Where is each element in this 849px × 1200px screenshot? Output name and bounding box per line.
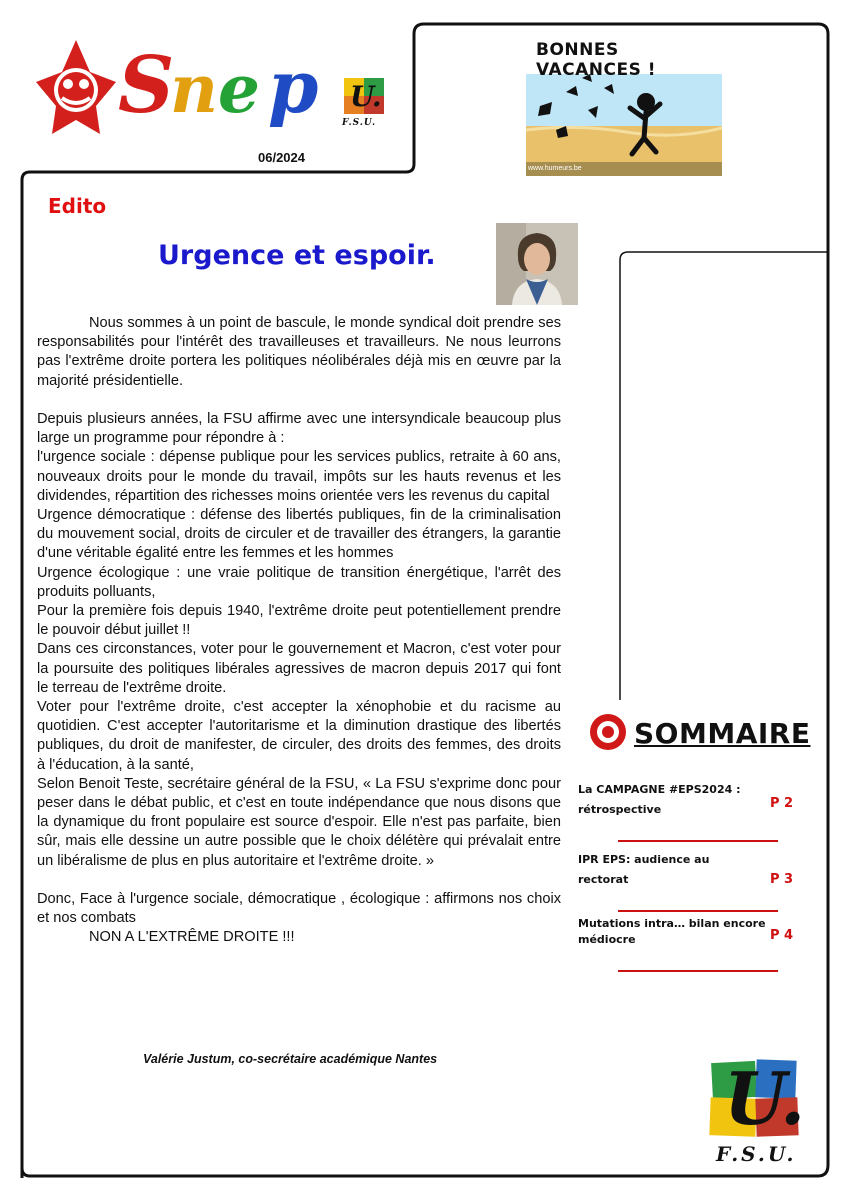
- paragraph: Urgence démocratique : défense des libertés publiques, fin de la criminalisation du mouvement social, droits de circuler et de travailler des étrangers, la garantie d'une véritable égalité entre les femmes et les hommes: [37, 507, 561, 562]
- toc-item-page: P 4: [770, 928, 794, 943]
- svg-text:p: p: [268, 44, 319, 129]
- toc-item[interactable]: [578, 780, 798, 840]
- toc-item-line2: médiocre: [578, 933, 636, 946]
- svg-text:e: e: [218, 50, 260, 128]
- svg-text:S: S: [118, 40, 175, 131]
- paragraph: Nous sommes à un point de bascule, le monde syndical doit prendre ses responsabilités pour l'intérêt des travailleuses et travailleurs. Ne nous leurrons pas l'extrême droite portera les politiques néolibérales déjà mis en œuvre par la majorité présidentielle.: [37, 315, 561, 389]
- paragraph: Pour la première fois depuis 1940, l'extrême droite peut potentiellement prendre le pouvoir début juillet !!: [37, 603, 561, 639]
- cartoon-illustration: [526, 34, 722, 176]
- toc-item-line1: IPR EPS: audience au: [578, 853, 710, 866]
- fsu-label: F.S.U.: [716, 1142, 797, 1166]
- edito-body: [37, 314, 561, 948]
- fsu-logo-small: U. F.S.U.: [338, 78, 390, 134]
- toc-item-line1: Mutations intra… bilan encore: [578, 917, 766, 930]
- paragraph: Voter pour l'extrême droite, c'est accepter la xénophobie et du racisme au quotidien. C'est accepter l'autoritarisme et la diminution drastique des libertés publiques, du droit de manifester, de circuler, des droits des femmes, des droits à l'éducation, à la santé,: [37, 699, 561, 773]
- toc-divider: [618, 840, 778, 842]
- cartoon-title: BONNES VACANCES !: [536, 40, 657, 80]
- toc-item-line2: rectorat: [578, 873, 629, 886]
- svg-text:n: n: [170, 50, 218, 128]
- toc-item-page: P 2: [770, 796, 794, 811]
- paragraph: Selon Benoit Teste, secrétaire général de la FSU, « La FSU s'exprime donc pour peser dans le débat public, et c'est en toute indépendance que nous disons que la dynamique du front populaire est source d'espoir. Elle n'est pas parfaite, bien sûr, mais elle dessine un autre possible que le choix délétère qui prévalait entre un libéralisme de plus en plus autoritaire et l'extrême droite. »: [37, 775, 561, 869]
- paragraph: l'urgence sociale : dépense publique pour les services publics, retraite à 60 ans, nouveaux droits pour le monde du travail, impôts sur les hauts revenus et les dividendes, répartition des richesses moins orientée vers les revenus du capital: [37, 449, 561, 504]
- paragraph: Urgence écologique : une vraie politique de transition énergétique, l'arrêt des produits polluants,: [37, 564, 561, 600]
- toc-item-line2: rétrospective: [578, 803, 662, 816]
- toc-item-page: P 3: [770, 872, 794, 887]
- cartoon-credit: www.humeurs.be: [528, 165, 582, 172]
- paragraph: Dans ces circonstances, voter pour le gouvernement et Macron, c'est voter pour la poursuite des politiques libérales agressives de macron depuis 2017 qui font le terreau de l'extrême droite.: [37, 641, 561, 696]
- issue-date: 06/2024: [258, 150, 305, 165]
- toc-divider: [618, 910, 778, 912]
- toc-item[interactable]: [578, 916, 798, 970]
- sommaire-title: SOMMAIRE: [634, 717, 811, 750]
- fsu-letter: U.: [724, 1056, 806, 1141]
- toc-item[interactable]: [578, 850, 798, 910]
- snep-star-logo: [34, 36, 118, 136]
- author-photo: [496, 223, 578, 305]
- fsu-logo-large: [710, 1056, 806, 1170]
- toc-item-line1: La CAMPAGNE #EPS2024 :: [578, 783, 741, 796]
- paragraph: Depuis plusieurs années, la FSU affirme avec une intersyndicale beaucoup plus large un programme pour répondre à :: [37, 411, 561, 447]
- target-icon: [588, 712, 628, 752]
- signature: Valérie Justum, co-secrétaire académique Nantes: [143, 1052, 438, 1066]
- paragraph: Donc, Face à l'urgence sociale, démocratique , écologique : affirmons nos choix et nos combats: [37, 891, 561, 927]
- toc-divider: [618, 970, 778, 972]
- sommaire-list: [578, 780, 798, 972]
- slogan: NON A L'EXTRÊME DROITE !!!: [89, 929, 295, 946]
- edito-title: Urgence et espoir.: [158, 240, 436, 271]
- snep-wordmark: [118, 30, 338, 140]
- edito-label: Edito: [48, 194, 107, 218]
- fsu-small-label: F.S.U.: [342, 118, 377, 128]
